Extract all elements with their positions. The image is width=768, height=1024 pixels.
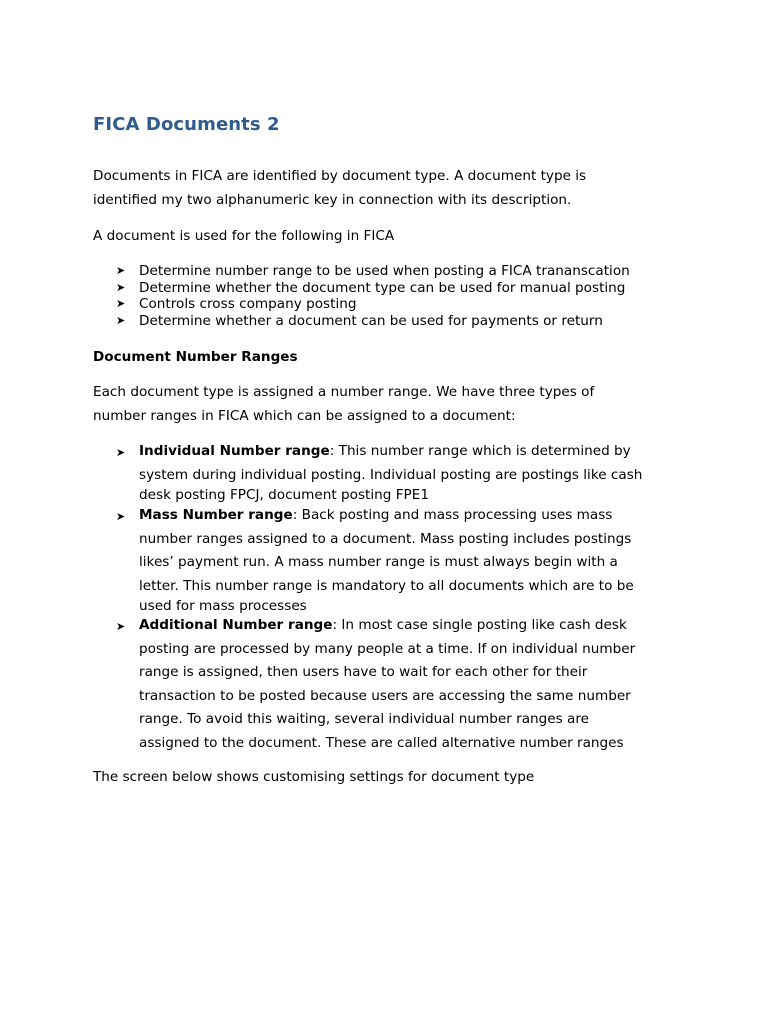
range-types-list — [116, 614, 635, 755]
arrow-bullet-icon: ➤ — [116, 446, 126, 459]
arrow-bullet-icon: ➤ — [116, 620, 126, 633]
list-item-text: Determine whether the document type can be used for manual posting — [139, 279, 626, 296]
ranges-intro-paragraph — [93, 381, 693, 428]
range-type-text: : This number range which is determined by — [329, 443, 631, 459]
ranges-intro-line: Each document type is assigned a number range. We have three types of — [93, 384, 595, 400]
intro-line: Documents in FICA are identified by document type. A document type is — [93, 168, 587, 184]
range-type-text: range. To avoid this waiting, several individual number ranges are — [139, 711, 590, 727]
range-type-text: transaction to be posted because users are accessing the same number — [139, 687, 631, 704]
arrow-bullet-icon: ➤ — [116, 510, 126, 523]
arrow-bullet-icon: ➤ — [116, 264, 126, 277]
range-type-item — [116, 614, 635, 755]
range-type-text: range is assigned, then users have to wait for each other for their — [139, 664, 588, 680]
range-types-list — [116, 440, 642, 503]
range-type-text: used for mass processes — [139, 598, 307, 614]
page-title: FICA Documents 2 — [93, 114, 280, 135]
list-item — [116, 263, 630, 280]
range-type-text: system during individual posting. Individual posting are postings like cash — [139, 466, 643, 483]
range-type-term: Mass Number range — [139, 507, 293, 523]
list-item-text: Determine number range to be used when posting a FICA trananscation — [139, 263, 630, 279]
range-type-text: number ranges assigned to a document. Mass posting includes postings — [139, 530, 632, 547]
list-item-text: Controls cross company posting — [139, 296, 357, 313]
range-type-text: posting are processed by many people at a time. If on individual number — [139, 640, 636, 657]
usage-list — [116, 263, 630, 329]
arrow-bullet-icon: ➤ — [116, 297, 126, 311]
range-type-term: Individual Number range — [139, 443, 330, 459]
range-type-text: desk posting FPCJ, document posting FPE1 — [139, 487, 429, 503]
arrow-bullet-icon: ➤ — [116, 313, 126, 327]
list-item — [116, 280, 630, 297]
list-item — [116, 313, 630, 330]
range-type-term: Additional Number range — [139, 617, 333, 633]
range-type-text: assigned to the document. These are called alternative number ranges — [139, 734, 624, 751]
list-item-text: Determine whether a document can be used for payments or return — [139, 312, 603, 329]
list-item — [116, 296, 630, 313]
section-heading: Document Number Ranges — [93, 349, 298, 365]
ranges-intro-line: number ranges in FICA which can be assigned to a document: — [93, 407, 516, 424]
intro-line: identified my two alphanumeric key in connection with its description. — [93, 191, 572, 208]
intro-paragraph — [93, 165, 693, 212]
range-type-text: : Back posting and mass processing uses mass — [292, 507, 613, 523]
range-types-list — [116, 504, 634, 614]
range-type-text: letter. This number range is mandatory to all documents which are to be — [139, 577, 634, 594]
usage-lead: A document is used for the following in FICA — [93, 228, 395, 244]
range-type-item — [116, 504, 634, 614]
range-type-text: : In most case single posting like cash desk — [332, 617, 627, 633]
arrow-bullet-icon: ➤ — [116, 280, 126, 294]
closing-paragraph: The screen below shows customising settings for document type — [93, 769, 535, 785]
range-type-item — [116, 440, 642, 503]
range-type-text: likes’ payment run. A mass number range is must always begin with a — [139, 554, 618, 570]
